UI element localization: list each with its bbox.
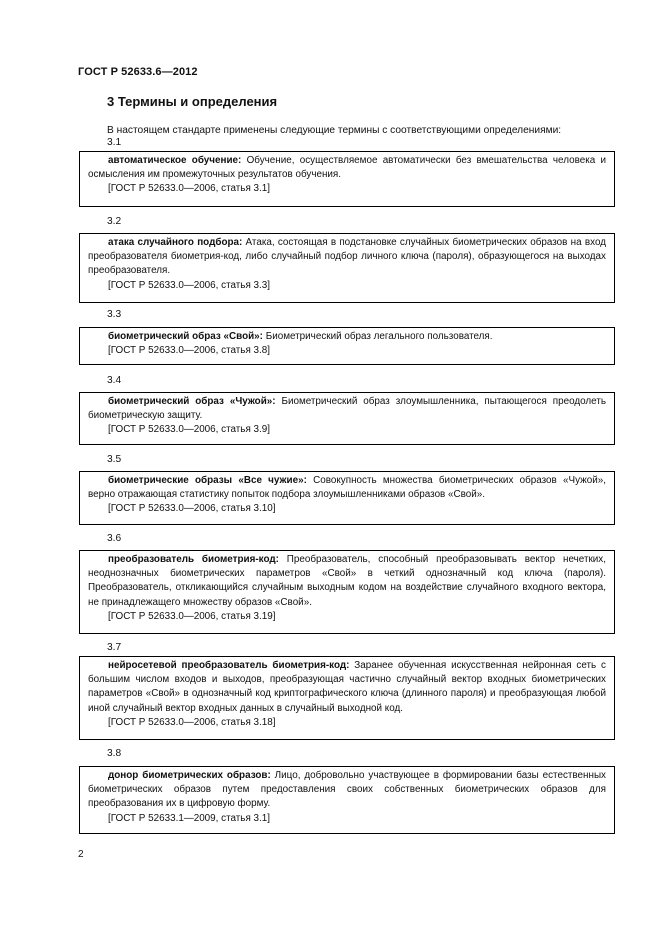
term-box (79, 550, 615, 634)
entry-number: 3.8 (107, 748, 122, 759)
page-number: 2 (78, 849, 84, 860)
entry-number: 3.7 (107, 642, 122, 653)
reference: [ГОСТ Р 52633.0—2006, статья 3.8] (108, 345, 271, 357)
definition (88, 236, 606, 279)
intro-paragraph: В настоящем стандарте применены следующие термины с соответствующими определениями: (107, 125, 562, 136)
reference: [ГОСТ Р 52633.0—2006, статья 3.19] (108, 610, 276, 622)
definition-text: Атака, состоящая в подстановке случайных биометрических образов на вход преобразователя биометрия-код, либо случайный подбор личного ключа (пароля), образующегося на выходах преобразователя. (88, 237, 606, 277)
definition-text: Биометрический образ легального пользователя. (262, 331, 493, 342)
definition-text: Преобразователь, способный преобразовывать вектор нечетких, неоднозначных биометрических параметров «Свой» в четкий однозначный код ключа (пароля). Преобразователь, откликающийся случайным выходным кодом на воздействие случайного входного вектора, не принадлежащего множеству образов «Свой». (88, 554, 606, 608)
definition-text: Совокупность множества биометрических образов «Чужой», верно отражающая статистику попыток подбора злоумышленниками образов «Свой». (88, 475, 606, 501)
definition (88, 553, 606, 610)
definition-text: Лицо, добровольно участвующее в формировании базы естественных биометрических образов путем предоставления своих собственных биометрических образов для преобразования их в цифровую форму. (88, 770, 606, 810)
definition (88, 330, 606, 344)
definition (88, 154, 606, 182)
term-name: донор биометрических образов: (108, 770, 271, 781)
term-box (79, 233, 615, 303)
document-header: ГОСТ Р 52633.6—2012 (78, 66, 198, 78)
term-name: автоматическое обучение: (108, 155, 242, 166)
term-name: нейросетевой преобразователь биометрия-код: (108, 660, 350, 671)
reference: [ГОСТ Р 52633.0—2006, статья 3.1] (108, 183, 271, 195)
term-box (79, 471, 615, 525)
definition-text: Биометрический образ злоумышленника, пытающегося преодолеть биометрическую защиту. (88, 396, 606, 422)
reference: [ГОСТ Р 52633.0—2006, статья 3.9] (108, 424, 271, 436)
term-name: биометрический образ «Чужой»: (108, 396, 276, 407)
term-name: биометрический образ «Свой»: (108, 331, 263, 342)
term-name: биометрические образы «Все чужие»: (108, 475, 307, 486)
term-box (79, 151, 615, 207)
definition (88, 659, 606, 716)
reference: [ГОСТ Р 52633.0—2006, статья 3.3] (108, 279, 271, 291)
definition (88, 769, 606, 812)
section-title: 3 Термины и определения (107, 94, 278, 109)
term-name: атака случайного подбора: (108, 237, 243, 248)
term-name: преобразователь биометрия-код: (108, 554, 279, 565)
term-box (79, 656, 615, 740)
definition (88, 474, 606, 502)
reference: [ГОСТ Р 52633.0—2006, статья 3.18] (108, 716, 276, 728)
definition-text: Обучение, осуществляемое автоматически без вмешательства человека и осмысления им промежуточных результатов обучения. (88, 155, 606, 181)
definition-text: Заранее обученная искусственная нейронная сеть с большим числом входов и выходов, преобразующая частично случайный вектор входных биометрических параметров «Свой» в однозначный код криптографического ключа (длинного пароля) и преобразующая любой иной случайный вектор входных данных в случайный выходной код. (88, 660, 606, 714)
term-box (79, 327, 615, 365)
entry-number: 3.3 (107, 309, 122, 320)
entry-number: 3.1 (107, 137, 122, 148)
entry-number: 3.2 (107, 216, 122, 227)
reference: [ГОСТ Р 52633.1—2009, статья 3.1] (108, 812, 271, 824)
entry-number: 3.4 (107, 375, 122, 386)
term-box (79, 766, 615, 834)
definition (88, 395, 606, 423)
reference: [ГОСТ Р 52633.0—2006, статья 3.10] (108, 503, 276, 515)
term-box (79, 392, 615, 445)
entry-number: 3.6 (107, 533, 122, 544)
entry-number: 3.5 (107, 454, 122, 465)
